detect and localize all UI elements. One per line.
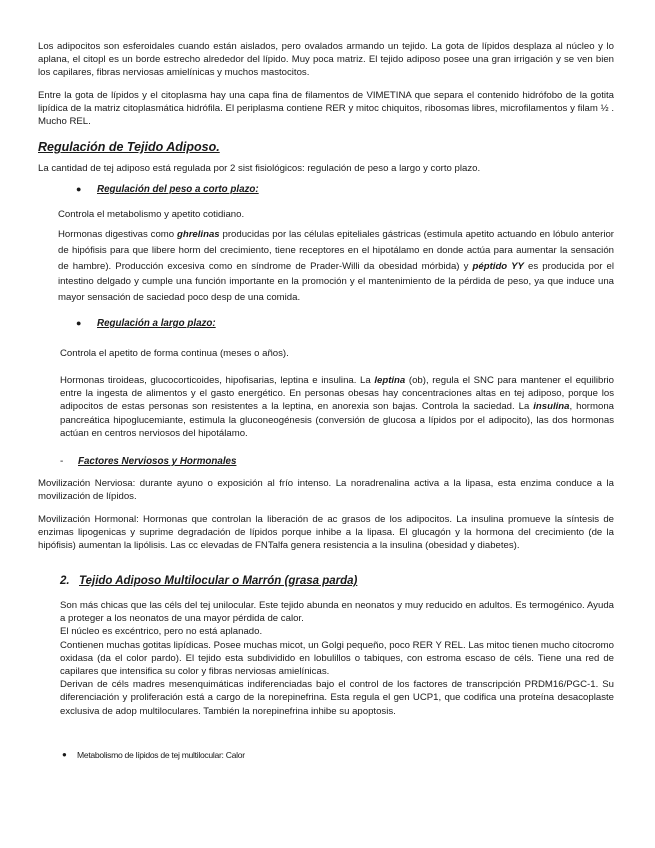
factores-paragraph-1: Movilización Nerviosa: durante ayuno o exposición al frío intenso. La noradrenalina activa a la lipasa, esta enzima conduce a la movilización de lípidos.: [38, 478, 614, 503]
multilocular-line-1: Son más chicas que las céls del tej unilocular. Este tejido abunda en neonatos y muy reducido en adultos. Es termogénico. Ayuda a proteger a los neonatos de una mayor pérdida de calor.: [60, 600, 614, 625]
leptina-term: leptina: [374, 375, 406, 386]
corto-paragraph-2: Hormonas digestivas como ghrelinas producidas por las células epiteliales gástricas (estimula apetito actuando en lóbulo anterior de hipófisis para que libere horm del crecimiento, tiene receptores en el hipotálamo en donde actúa para aumentar la sensación de hambre). Producción excesiva como en síndrome de Prader-Willi da obesidad mórbida) y péptido YY es producida por el intestino delgado y cumple una función importante en la promoción y el mantenimiento de la pérdida de peso, ya que induce una mayor sensación de saciedad poco desp de una comida.: [58, 229, 614, 304]
peptido-yy-term: péptido YY: [472, 260, 524, 272]
largo-paragraph-2: Hormonas tiroideas, glucocorticoides, hipofisarias, leptina e insulina. La leptina (ob), regula el SNC para mantener el equilibrio entre la ingesta de alimentos y el gasto energético. En personas obesas hay concentraciones altas en tej adiposo, porque los adipocitos de estas personas son resistentes a la leptina, en anorexia son bajas. Controla la saciedad. La insulina, hormona pancreática hipoglucemiante, estimula la gluconeogénesis (conversión de glucosa a lípidos por el adipocito), las dos hormonas actúan en centros nerviosos del hipotálamo.: [60, 375, 614, 439]
multilocular-body: [60, 599, 614, 718]
section-number: 2.: [60, 575, 70, 587]
intro-paragraph-2: Entre la gota de lípidos y el citoplasma hay una capa fina de filamentos de VIMETINA que separa el contenido hidrófobo de la gotita lipídica de la matriz citoplasmática hidrófila. El periplasma contiene RER y mitoc chiquitos, ribosomas libres, microfilamentos y filam ½ . Mucho REL.: [38, 90, 614, 128]
regulacion-intro: La cantidad de tej adiposo está regulada por 2 sist fisiológicos: regulación de peso a largo y corto plazo.: [38, 163, 481, 174]
bullet-corto: ●: [76, 184, 82, 194]
bullet-largo: ●: [76, 318, 82, 328]
multilocular-line-2: El núcleo es excéntrico, pero no está aplanado.: [60, 626, 263, 638]
corto-paragraph-1: Controla el metabolismo y apetito cotidiano.: [58, 209, 245, 220]
ghrelinas-term: ghrelinas: [176, 229, 220, 240]
insulina-term: insulina: [533, 401, 570, 413]
metabolismo-bullet-text: Metabolismo de lípidos de tej multilocular: Calor: [77, 750, 245, 760]
subtitle-factores: Factores Nerviosos y Hormonales: [78, 456, 237, 467]
subtitle-largo-plazo: Regulación a largo plazo:: [97, 318, 216, 329]
multilocular-line-4: Derivan de céls madres mesenquimáticas indiferenciadas bajo el control de los factores de transcripción PRDM16/PGC-1. Su diferenciación y proliferación está a cargo de la norepinefrina. Esta regula el gen UCP1, que codifica una proteína desacoplaste exclusiva de adop multiloculares. También la norepinefrina inhibe su apoptosis.: [60, 679, 614, 717]
subtitle-corto-plazo: Regulación del peso a corto plazo:: [97, 184, 259, 195]
section-title-multilocular: Tejido Adiposo Multilocular o Marrón (grasa parda): [79, 575, 358, 587]
bullet-metabolismo: ●: [62, 750, 67, 759]
section-title-regulacion: Regulación de Tejido Adiposo.: [38, 140, 220, 154]
intro-paragraph-1: Los adipocitos son esferoidales cuando están aislados, pero ovalados armando un tejido. La gota de lípidos desplaza al núcleo y lo aplana, el citopl es un borde estrecho alrededor del lípido. Muy poca matriz. El tejido adiposo posee una gran irrigación y se ven bien los capilares, fibras nerviosas amielínicas y muchos mastocitos.: [38, 41, 614, 79]
largo-paragraph-1: Controla el apetito de forma continua (meses o años).: [60, 348, 289, 359]
factores-paragraph-2: Movilización Hormonal: Hormonas que controlan la liberación de ac grasos de los adipocitos. La insulina promueve la síntesis de enzimas lipogenicas y suprime degradación de lípidos porque inhibe a la lipasa. El glucagón y la hormona del crecimiento (de la hipófisis) aumentan la lipólisis. Las cc elevadas de FNTalfa genera resistencia a la insulina (obesidad y diabetes).: [38, 514, 614, 552]
dash-bullet: -: [60, 456, 64, 467]
multilocular-line-3: Contienen muchas gotitas lipídicas. Posee muchas micot, un Golgi pequeño, poco RER Y REL. Las mitoc tienen mucho citocromo oxidasa (da el color pardo). El tejido esta subdividido en lobulillos o tabiques, con estroma escaso de céls. Tiene una red de capilares que intensifica su color y fibras nerviosas amielínicas.: [60, 639, 614, 678]
